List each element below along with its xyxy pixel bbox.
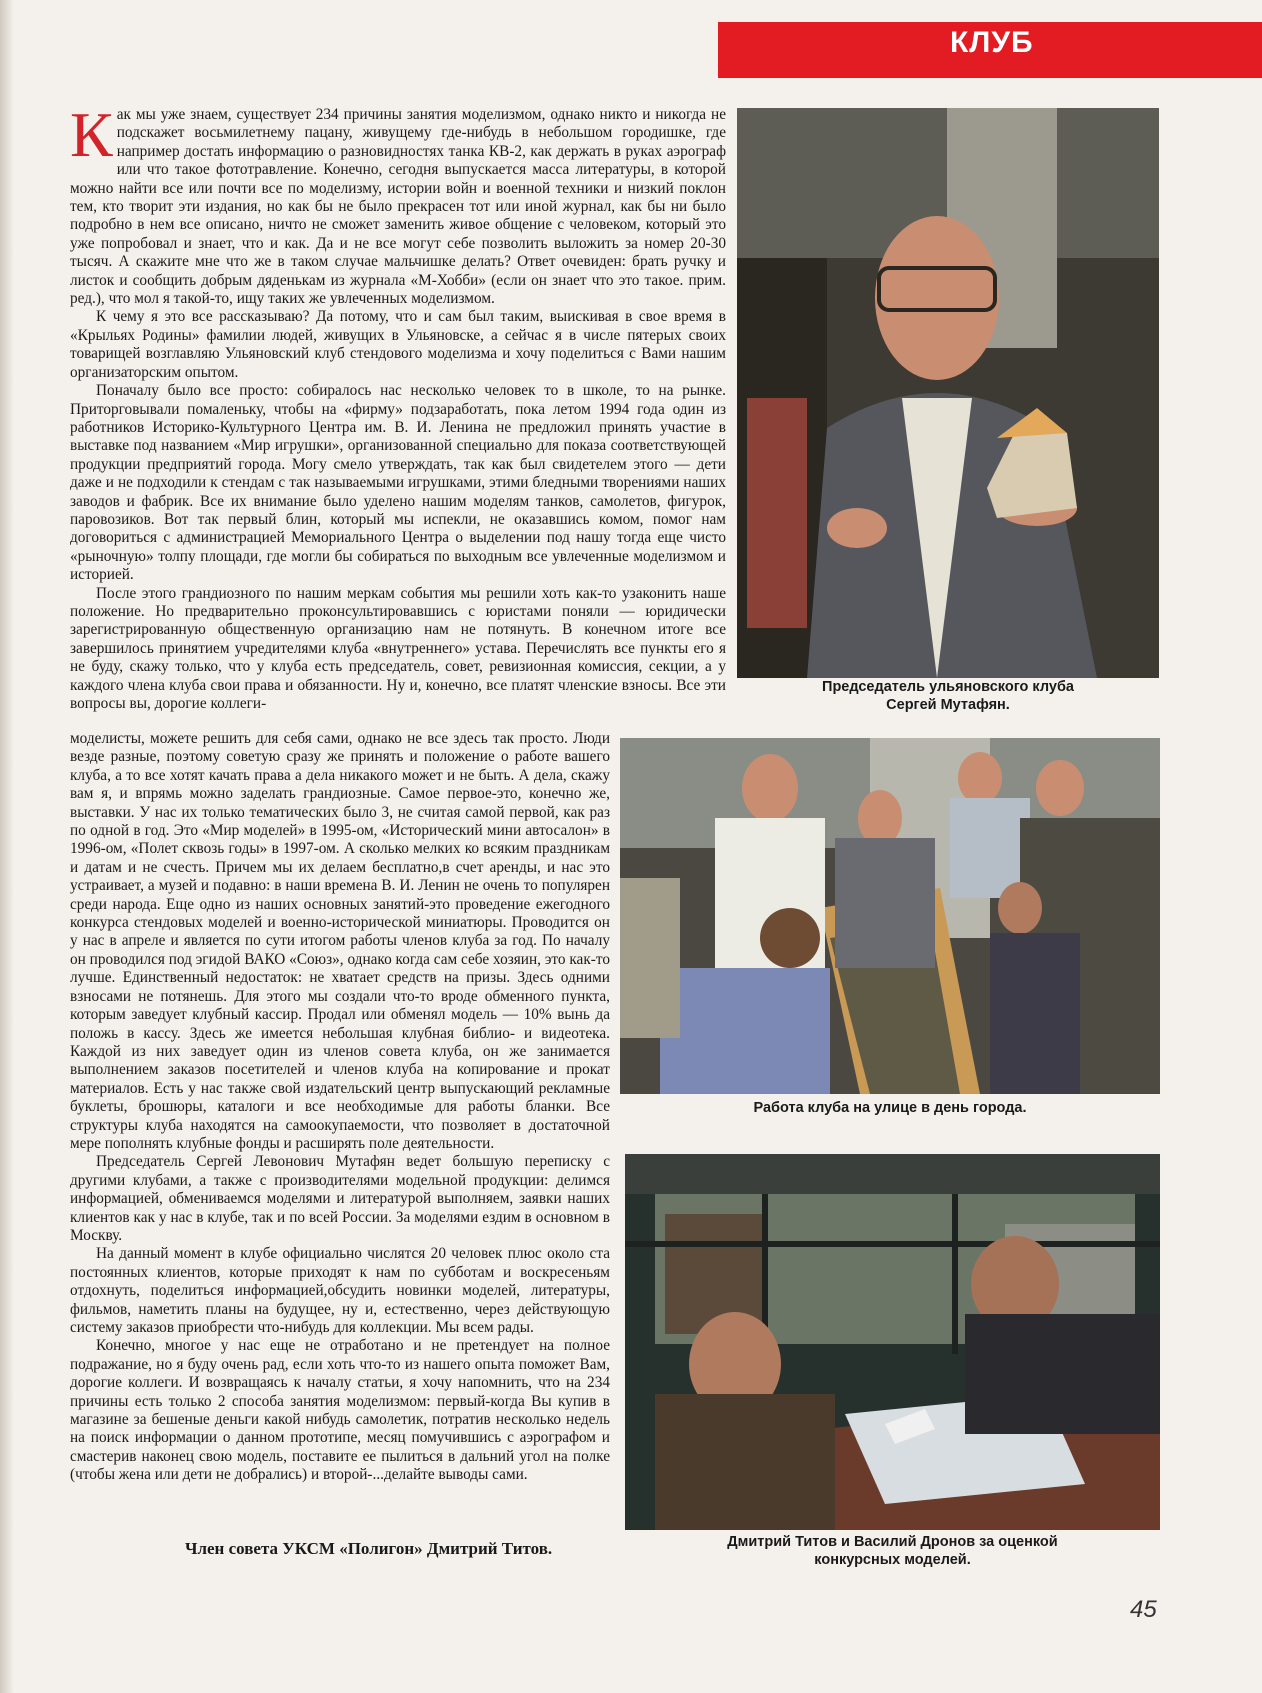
article-paragraph: На данный момент в клубе официально числятся 20 человек плюс около ста постоянных клиентов, которые приходят к нам по субботам и воскресеньям отдохнуть, поделиться информацией,обсудить новинки моделей, литературы, фильмов, наметить планы на будущее, ну и, естественно, через действующую систему заказов приобрести что-нибудь для коллекции. Мы всем рады. [70, 1245, 610, 1336]
photo-chairman [737, 108, 1159, 678]
article-paragraph: моделисты, можете решить для себя сами, однако не все здесь так просто. Люди везде разные, поэтому советую сразу же принять и положение о работе вашего клуба, а то все хотят качать права а дела никакого может и не быть. А дела, скажу вам я, и впрямь можно заделать грандиозные. Самое первое-это, конечно же, выставки. У нас их только тематических было 3, не считая самой первой, как раз по одной в год. Это «Мир моделей» в 1995-ом, «Исторический мини автосалон» в 1996-ом, «Полет сквозь годы» в 1997-ом. А сколько мелких ко всяким праздникам и датам и не счесть. Причем мы их делаем бесплатно,в счет аренды, и нас это устраивает, а музей и подавно: в наши времена В. И. Ленин не очень то популярен среди народа. Еще одно из наших основных занятий-это проведение ежегодного конкурса стендовых моделей и военно-исторической миниатюры. Проводится он у нас в апреле и является по сути итогом работы членов клуба за год. По началу он проводился под эгидой ВАКО «Союз», однако когда сам себе хозяин, это как-то лучше. Единственный недостаток: не хватает средств на призы. Здесь одними взносами не потянешь. Для этого мы создали что-то вроде обменного пункта, которым заведует клубный кассир. Продал или обменял модель — 10% вынь да положь в кассу. Здесь же имеется небольшая клубная библио- и видеотека. Каждой из них заведует один из членов совета клуба, он же занимается выполнением заказов посетителей и членов клуба на копирование и прокат материалов. Есть у нас также свой издательский центр выпускающий рекламные буклеты, брошюры, каталоги и все необходимые для работы бланки. Все структуры клуба находятся на самоокупаемости, что позволяет в достаточной мере пополнять клубные фонды и расширять поле деятельности. [70, 730, 610, 1152]
article-paragraph: Поначалу было все просто: собиралось нас несколько человек то в школе, то на рынке. Приторговывали помаленьку, чтобы на «фирму» подзаработать, пока летом 1994 года один из работников Историко-Культурного Центра им. В. И. Ленина не предложил принять участие в выставке под названием «Мир игрушки», организованной специально для показа соответствующей продукции предприятий города. Могу смело утверждать, так как был свидетелем этого — дети даже и не подходили к стендам с так называемыми игрушками, этими бледными творениями наших заводов и фабрик. Все их внимание было уделено нашим моделям танков, самолетов, фигурок, паровозиков. Вот так первый блин, который мы испекли, не оказавшись комом, помог нам договориться с администрацией Мемориального Центра о выделении под нашу тогда еще чисто «рыночную» толпу площади, где могли бы собираться по выходным все увлеченные моделизмом и историей. [70, 382, 726, 584]
photo-street-work [620, 738, 1160, 1094]
article-paragraph: К чему я это все рассказываю? Да потому, что и сам был таким, выискивая в свое время в «Крыльях Родины» фамилии людей, живущих в Ульяновске, а сейчас я в числе пятерых своих товарищей возглавляю Ульяновский клуб стендового моделизма и хочу поделиться с Вами нашим организаторским опытом. [70, 308, 726, 381]
section-title: КЛУБ [950, 26, 1034, 59]
page-spine-shadow [0, 0, 14, 1693]
article-paragraph: Председатель Сергей Левонович Мутафян ведет большую переписку с другими клубами, а также с производителями модельной продукции: делимся информацией, обмениваемся моделями и литературой выполняем, заявки наших клиентов как у нас в клубе, так и по всей России. За моделями ездим в основном в Москву. [70, 1153, 610, 1244]
caption-judging: Дмитрий Титов и Василий Дронов за оценкой конкурсных моделей. [727, 1534, 1058, 1568]
article-column-bottom [70, 730, 610, 1485]
article-paragraph: Как мы уже знаем, существует 234 причины занятия моделизмом, однако никто и никогда не подскажет восьмилетнему пацану, живущему где-нибудь в небольшом городишке, где например достать информацию о разновидностях танка КВ-2, как держать в руках аэрограф или что такое фототравление. Конечно, сегодня выпускается масса литературы, в которой можно найти все или почти все по моделизму, истории войн и военной техники и низкий поклон тем, кто творит эти издания, но как бы не было прекрасен тот или иной журнал, как бы ни было подробно в нем все описано, ничто не сможет заменить живое общение с человеком, который это уже попробовал и знает, что и как. Да и не все могут себе позволить выложить за номер 20-30 тысяч. А скажите мне что же в таком случае мальчишке делать? Ответ очевиден: брать ручку и листок и сообщить добрым дяденькам из журнала «М-Хобби» (если он знает что это такое. прим. ред.), что мол я такой-то, ищу таких же увлеченных моделизмом. [70, 99, 726, 308]
photo-judging [625, 1154, 1160, 1530]
article-paragraph: После этого грандиозного по нашим меркам события мы решили хоть как-то узаконить наше положение. Но предварительно проконсультировавшись с юристами поняли — юридически зарегистрированную общественную организацию нам не потянуть. В конечном итоге все завершилось принятием учредителями клуба «внутреннего» устава. Перечислять все пункты его я не буду, скажу только, что у клуба есть председатель, совет, ревизионная комиссия, секции, а у каждого члена клуба свои права и обязанности. Ну и, конечно, все платят членские взносы. Все эти вопросы вы, дорогие коллеги- [70, 584, 726, 712]
photo-chairman-image [737, 108, 1159, 678]
caption-street-work: Работа клуба на улице в день города. [753, 1100, 1027, 1116]
article-column-top [70, 99, 726, 713]
photo-street-work-image [620, 738, 1160, 1094]
article-paragraph: Конечно, многое у нас еще не отработано и не претендует на полное подражание, но я буду очень рад, если хоть что-то из нашего опыта поможет Вам, дорогие коллеги. И возвращаясь к началу статьи, я хочу напомнить, что на 234 причины есть только 2 способа занятия моделизмом: первый-когда Вы купив в магазине за бешеные деньги какой нибудь самолетик, потратив несколько недель на поиск информации о данном прототипе, месяц помучившись с аэрографом и смастерив наконец свою модель, поставите ее пылиться в дальний угол на полке (чтобы жена или дети не добрались) и второй-...делайте выводы сами. [70, 1337, 610, 1484]
drop-cap: К [70, 99, 113, 170]
caption-chairman: Председатель ульяновского клуба Сергей Мутафян. [822, 679, 1074, 713]
page-number: 45 [1130, 1596, 1157, 1623]
article-signature: Член совета УКСМ «Полигон» Дмитрий Титов. [185, 1539, 553, 1558]
photo-judging-image [625, 1154, 1160, 1530]
